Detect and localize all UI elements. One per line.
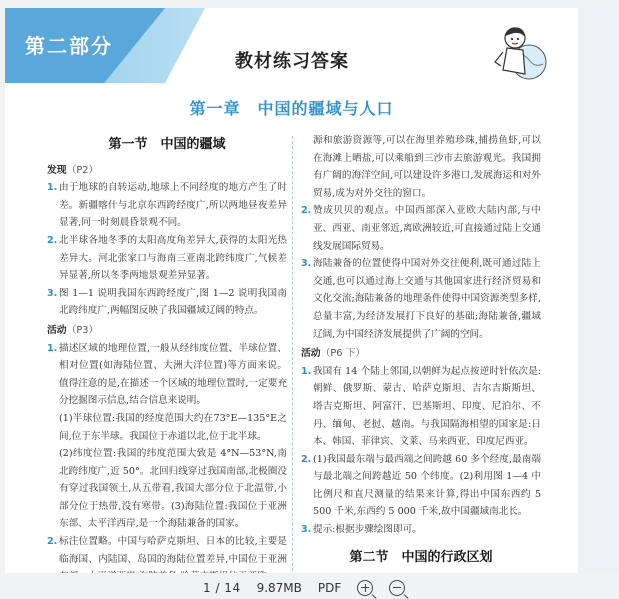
group-heading: 活动（P6 下） xyxy=(301,348,366,360)
group-heading: 发现（P2） xyxy=(47,164,99,176)
answer-item: 1. 描述区域的地理位置,一般从经纬度位置、半球位置、相对位置(如海陆位置、大洲大洋位置)等方面来说。值得注意的是,在描述一个区域的地理位置时,一定要充分挖掘图示信息,结合信息来说明。 xyxy=(47,342,287,407)
section-title: 第二节 中国的行政区划 xyxy=(349,549,493,565)
header-title: 教材练习答案 xyxy=(235,51,349,72)
answer-item: 3. 海陆兼备的位置使得中国对外交往便利,既可通过陆上交通,也可以通过海上交通与其他国家进行经济贸易和文化交流;海陆兼备的地理条件使得中国资源类型多样,总量丰富,为经济发展打下良好的基础;海陆兼备,疆域辽阔,为中国经济发展提供了广阔的空间。 xyxy=(301,258,541,340)
answer-item: 2. 北半球各地冬季的太阳高度角差异大,获得的太阳光热差异大。河北张家口与海南三亚南北跨纬度广,气候差异显著,所以冬季两地景观差异显著。 xyxy=(47,234,287,282)
answer-paragraph: (1)半球位置:我国的经度范围大约在73°E—135°E之间,位于东半球。我国位于赤道以北,位于北半球。 xyxy=(59,412,287,442)
answer-item: 1. 我国有 14 个陆上邻国,以朝鲜为起点按逆时针依次是:朝鲜、俄罗斯、蒙古、哈萨克斯坦、吉尔吉斯斯坦、塔吉克斯坦、阿富汗、巴基斯坦、印度、尼泊尔、不丹、缅甸、老挝、越南。与我国隔海相望的国家是:日本、韩国、菲律宾、文莱、马来西亚、印度尼西亚。 xyxy=(301,365,541,448)
answer-item: 2. 标注位置略。中国与哈萨克斯坦、日本的比较,主要是临海国、内陆国、岛国的海陆位置差异,中国位于亚洲 xyxy=(47,536,287,565)
chapter-title: 第一章 中国的疆域与人口 xyxy=(189,99,394,118)
page-indicator[interactable]: 1 / 14 xyxy=(203,581,241,595)
part-label: 第二部分 xyxy=(25,34,113,58)
student-mascot-icon xyxy=(489,22,549,84)
viewer-margin xyxy=(578,8,619,573)
zoom-out-icon[interactable] xyxy=(389,580,405,596)
zoom-in-icon[interactable] xyxy=(357,580,373,596)
answer-item: 1. 由于地球的自转运动,地球上不同经度的地方产生了时差。新疆喀什与北京东西跨经度广,所以两地昼夜差异显著,同一时刻晨昏景观不同。 xyxy=(47,182,287,229)
section-title: 第一节 中国的疆域 xyxy=(108,137,226,152)
answer-item: 2. (1)我国最东端与最西端之间跨越 60 多个经度,最南端与最北端之间跨越近 50 个纬度。(2)利用图 1—4 中比例尺和直尺测量的结果来计算,得出中国东西约 5 500 千米,东西约 5 000 千米,故中国疆域南北长。 xyxy=(301,453,541,518)
document-page xyxy=(5,8,579,573)
file-size: 9.87MB xyxy=(256,581,302,595)
answer-item: 3. 提示:根据步骤绘图即可。 xyxy=(301,524,422,536)
answer-item: 3. 图 1—1 说明我国东西跨经度广,图 1—2 说明我国南北跨纬度广,两幅图反映了我国疆域辽阔的特点。 xyxy=(47,287,287,317)
answer-paragraph: (2)纬度位置:我国的纬度范围大致是 4°N—53°N,南北跨纬度广,近 50°。北回归线穿过我国南部,北极圈没有穿过我国领土,从五带看,我国大部分位于北温带,小部分位于热带,没有寒带。(3)海陆位置:我国位于亚洲东部、太平洋西岸,是一个海陆兼备的国家。 xyxy=(59,448,287,530)
answer-paragraph: 源和旅游资源等,可以在海里养殖珍珠,捕捞鱼虾,可以在海滩上晒盐,可以乘船到三沙市去旅游观光。我国拥有广阔的海洋空间,可以建设许多港口,发展海运和对外贸易,成为对外交往的窗口。 xyxy=(313,135,541,199)
file-format: PDF xyxy=(317,581,342,595)
left-column xyxy=(47,132,287,573)
right-column xyxy=(301,132,541,573)
column-divider xyxy=(292,136,293,573)
viewer-toolbar xyxy=(195,578,413,598)
page-header xyxy=(5,8,578,83)
answer-item: 2. 赞成贝贝的观点。中国西部深入亚欧大陆内部,与中亚、西亚、南亚邻近,离欧洲较近,可直接通过陆上交通线发展国际贸易。 xyxy=(301,205,541,252)
group-heading: 活动（P3） xyxy=(47,324,99,336)
